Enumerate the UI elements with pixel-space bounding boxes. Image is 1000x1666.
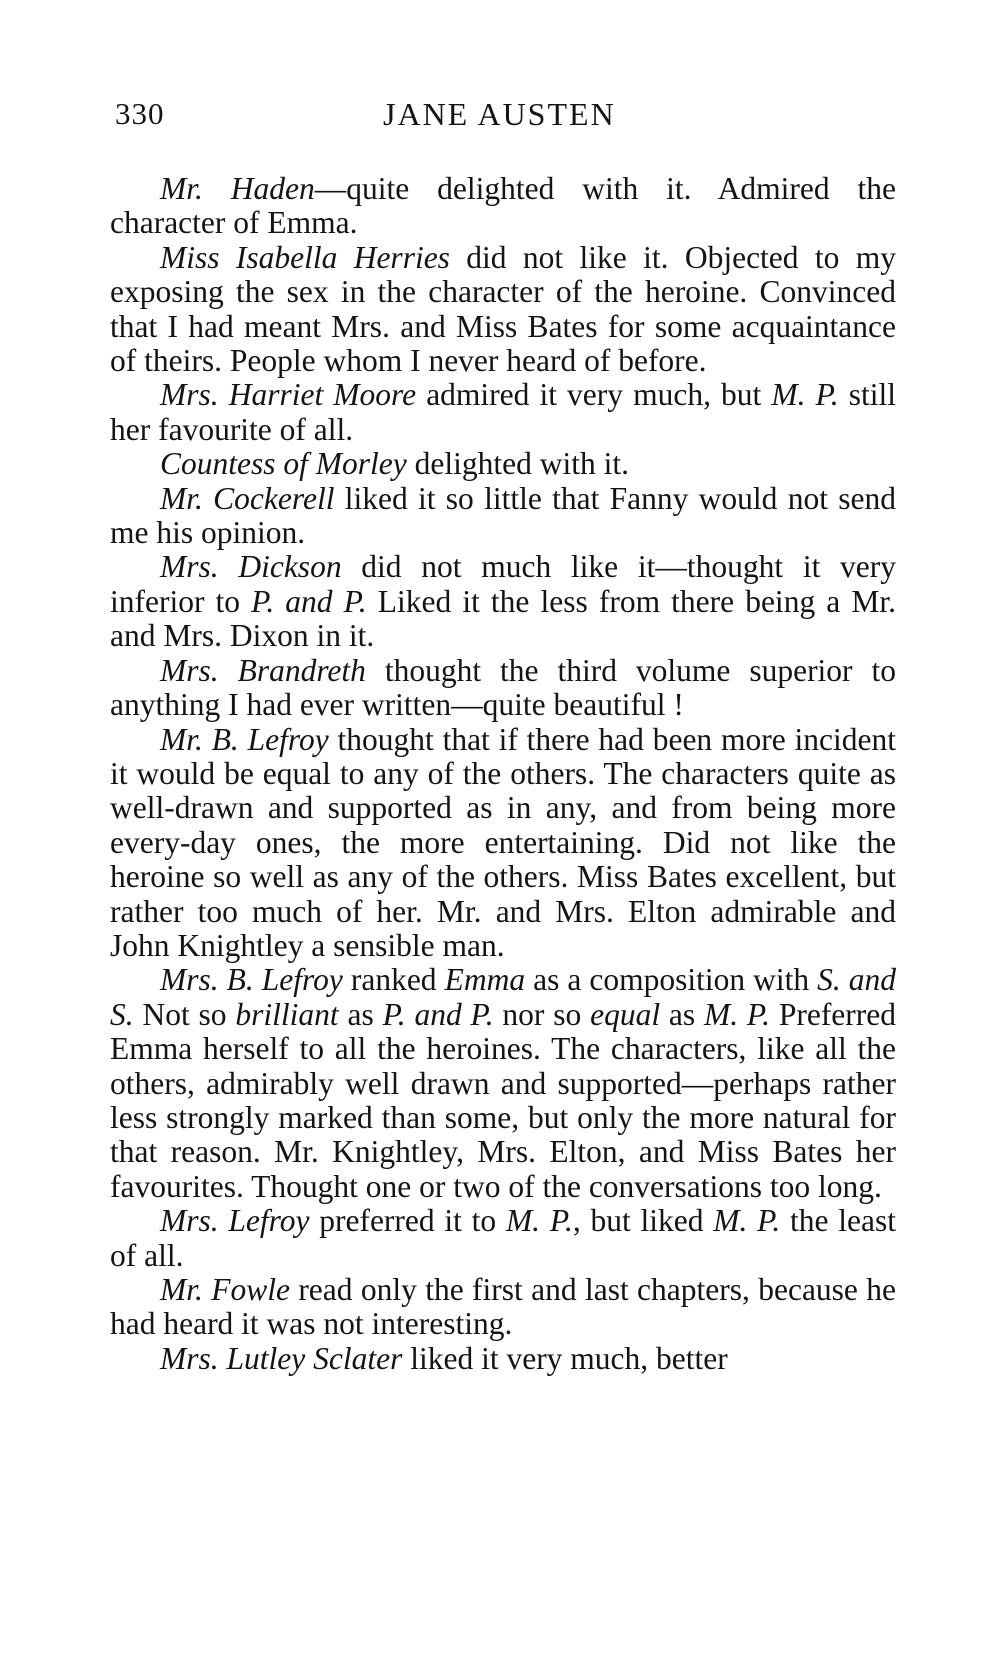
paragraph-mrs-b-lefroy — [110, 963, 896, 1204]
paragraph-fowle — [110, 1273, 896, 1342]
paragraph-b-lefroy — [110, 723, 896, 964]
reader-name: Mrs. Dickson — [160, 549, 342, 585]
paragraph-cockerell — [110, 482, 896, 551]
opinion-text: as — [338, 996, 383, 1032]
reader-name: Mr. Cockerell — [160, 480, 335, 516]
book-title: M. P. — [713, 1203, 781, 1239]
opinion-text: thought that if there had been more incident it would be equal to any of the others. The characters quite as well-drawn and supported as in any, and from being more every-day ones, the more entertaining. Did not like the heroine so well as any of the others. Miss Bates excellent, but rather too much of her. Mr. and Mrs. Elton admirable and John Knightley a sensible man. — [110, 721, 896, 963]
book-title: S. and S. — [110, 962, 896, 1032]
emphasis: equal — [590, 996, 661, 1032]
paragraph-sclater — [110, 1342, 896, 1376]
body-text — [110, 172, 896, 1376]
opinion-text: admired it very much, but — [416, 377, 772, 413]
emphasis: brilliant — [235, 996, 339, 1032]
reader-name: Mrs. Lefroy — [160, 1203, 310, 1239]
opinion-text: still her favourite of all. — [110, 377, 897, 447]
opinion-text: —quite delighted with it. Admired the character of Emma. — [110, 171, 896, 241]
reader-name: Miss Isabella Herries — [160, 239, 450, 275]
reader-name: Mrs. Lutley Sclater — [160, 1340, 403, 1376]
paragraph-mrs-lefroy — [110, 1204, 896, 1273]
reader-name: Mrs. Brandreth — [160, 652, 366, 688]
paragraph-morley — [110, 447, 896, 481]
paragraph-herries — [110, 241, 896, 379]
paragraph-haden — [110, 172, 896, 241]
opinion-text: did not like it. Objected to my exposing the sex in the character of the heroine. Convinced that I had meant Mrs. and Miss Bates for some acquaintance of theirs. People whom I never heard of before. — [110, 239, 896, 379]
opinion-text: preferred it to — [309, 1203, 506, 1239]
paragraph-dickson — [110, 550, 896, 653]
paragraph-moore — [110, 378, 896, 447]
reader-name: Mrs. B. Lefroy — [160, 962, 343, 998]
opinion-text: ranked — [342, 962, 445, 998]
book-title: M. P. — [771, 377, 839, 413]
opinion-text: as a composition with — [525, 962, 818, 998]
opinion-text: , but liked — [572, 1203, 714, 1239]
opinion-text: Not so — [133, 996, 236, 1032]
opinion-text: liked it so little that Fanny would not send me his opinion. — [110, 480, 896, 551]
book-title: M. P. — [703, 996, 770, 1032]
reader-name: Mrs. Harriet Moore — [160, 377, 417, 413]
opinion-text: as — [660, 996, 704, 1032]
running-title: JANE AUSTEN — [383, 96, 616, 132]
book-title: P. and P. — [251, 583, 367, 619]
opinion-text: the least of all. — [110, 1203, 896, 1273]
reader-name: Mr. Haden — [160, 171, 315, 206]
opinion-text: thought the third volume superior to anything I had ever written—quite beautiful ! — [110, 652, 896, 723]
book-title: P. and P. — [382, 996, 494, 1032]
opinion-text: delighted with it. — [406, 446, 629, 482]
opinion-text: read only the first and last chapters, because he had heard it was not interesting. — [110, 1272, 896, 1342]
paragraph-brandreth — [110, 654, 896, 723]
book-title: M. P. — [505, 1203, 573, 1239]
page-header — [115, 96, 895, 140]
opinion-text: Liked it the less from there being a Mr. and Mrs. Dixon in it. — [110, 583, 896, 654]
reader-name: Mr. Fowle — [160, 1272, 290, 1307]
page-number: 330 — [115, 96, 165, 131]
opinion-text: Preferred Emma herself to all the heroines. The characters, like all the others, admirably well drawn and supported—perhaps rather less strongly marked than some, but only the more natural for that reason. Mr. Knightley, Mrs. Elton, and Miss Bates her favourites. Thought one or two of the conversations too long. — [110, 996, 897, 1204]
opinion-text: nor so — [493, 996, 591, 1032]
book-title: Emma — [444, 962, 526, 998]
opinion-text: did not much like it—thought it very inferior to — [110, 549, 897, 619]
reader-name: Mr. B. Lefroy — [160, 721, 329, 757]
reader-name: Countess of Morley — [160, 446, 407, 482]
opinion-text: liked it very much, better — [402, 1340, 728, 1376]
